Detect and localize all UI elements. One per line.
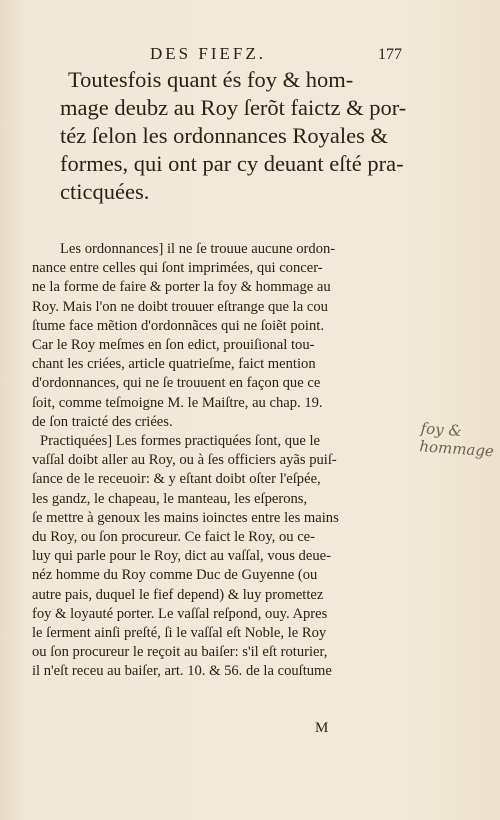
page-number: 177 [378,46,402,63]
body-line: d'ordonnances, qui ne ſe trouuent en façon que ce [32,375,321,392]
summary-line: téz ſelon les ordonnances Royales & [60,123,389,148]
body-line: Car le Roy meſmes en ſon edict, prouiſional tou- [32,337,315,354]
summary-line: cticquées. [60,179,150,204]
body-line: Practiquées] Les formes practiquées ſont, que le [40,433,321,450]
handwritten-margin-note: foy & hommage [418,419,495,461]
body-line: ou ſon procureur le reçoit au baiſer: s'il eſt roturier, [32,644,328,661]
body-line: chant les criées, article quatrieſme, faict mention [32,356,316,373]
catchword: M [315,720,329,736]
summary-line: formes, qui ont par cy deuant eſté pra- [60,151,404,176]
body-line: ſtume face mẽtion d'ordonnãces qui ne ſoiẽt point. [32,317,324,334]
body-line: foy & loyauté porter. Le vaſſal reſpond, ouy. Apres [32,605,328,622]
body-line: ſance de le receuoir: & y eſtant doibt oſter l'eſpée, [32,471,321,488]
summary-line: Toutesfois quant és foy & hom- [68,67,354,92]
body-line: autre pais, duquel le fief depend) & luy promettez [32,586,324,603]
body-line: néz homme du Roy comme Duc de Guyenne (ou [32,567,318,584]
body-line: il n'eſt receu au baiſer, art. 10. & 56. de la couſtume [32,663,332,680]
body-line: les gandz, le chapeau, le manteau, les eſperons, [32,490,308,507]
summary-paragraph [60,66,420,206]
body-line: nance entre celles qui ſont imprimées, qui concer- [32,260,323,277]
body-line: ſe mettre à genoux les mains ioinctes entre les mains [32,509,339,526]
commentary-text [32,240,422,682]
summary-line: mage deubz au Roy ſerõt faictz & por- [60,95,407,120]
running-head: DES FIEFZ. [150,44,266,63]
body-line: vaſſal doibt aller au Roy, ou à ſes officiers ayãs puiſ- [32,452,337,469]
body-line: Les ordonnances] il ne ſe trouue aucune ordon- [60,241,336,257]
body-line: Roy. Mais l'on ne doibt trouuer eſtrange que la cou [32,298,328,315]
body-line: de ſon traicté des criées. [32,413,173,430]
body-line: le ſerment ainſi preſté, ſi le vaſſal eſt Noble, le Roy [32,625,327,642]
body-line: ſoit, comme teſmoigne M. le Maiſtre, au chap. 19. [32,394,323,411]
body-line: ne la forme de faire & porter la foy & hommage au [32,279,331,296]
body-line: luy qui parle pour le Roy, dict au vaſſal, vous deue- [32,548,331,565]
body-line: du Roy, ou ſon procureur. Ce faict le Roy, ou ce- [32,529,316,546]
